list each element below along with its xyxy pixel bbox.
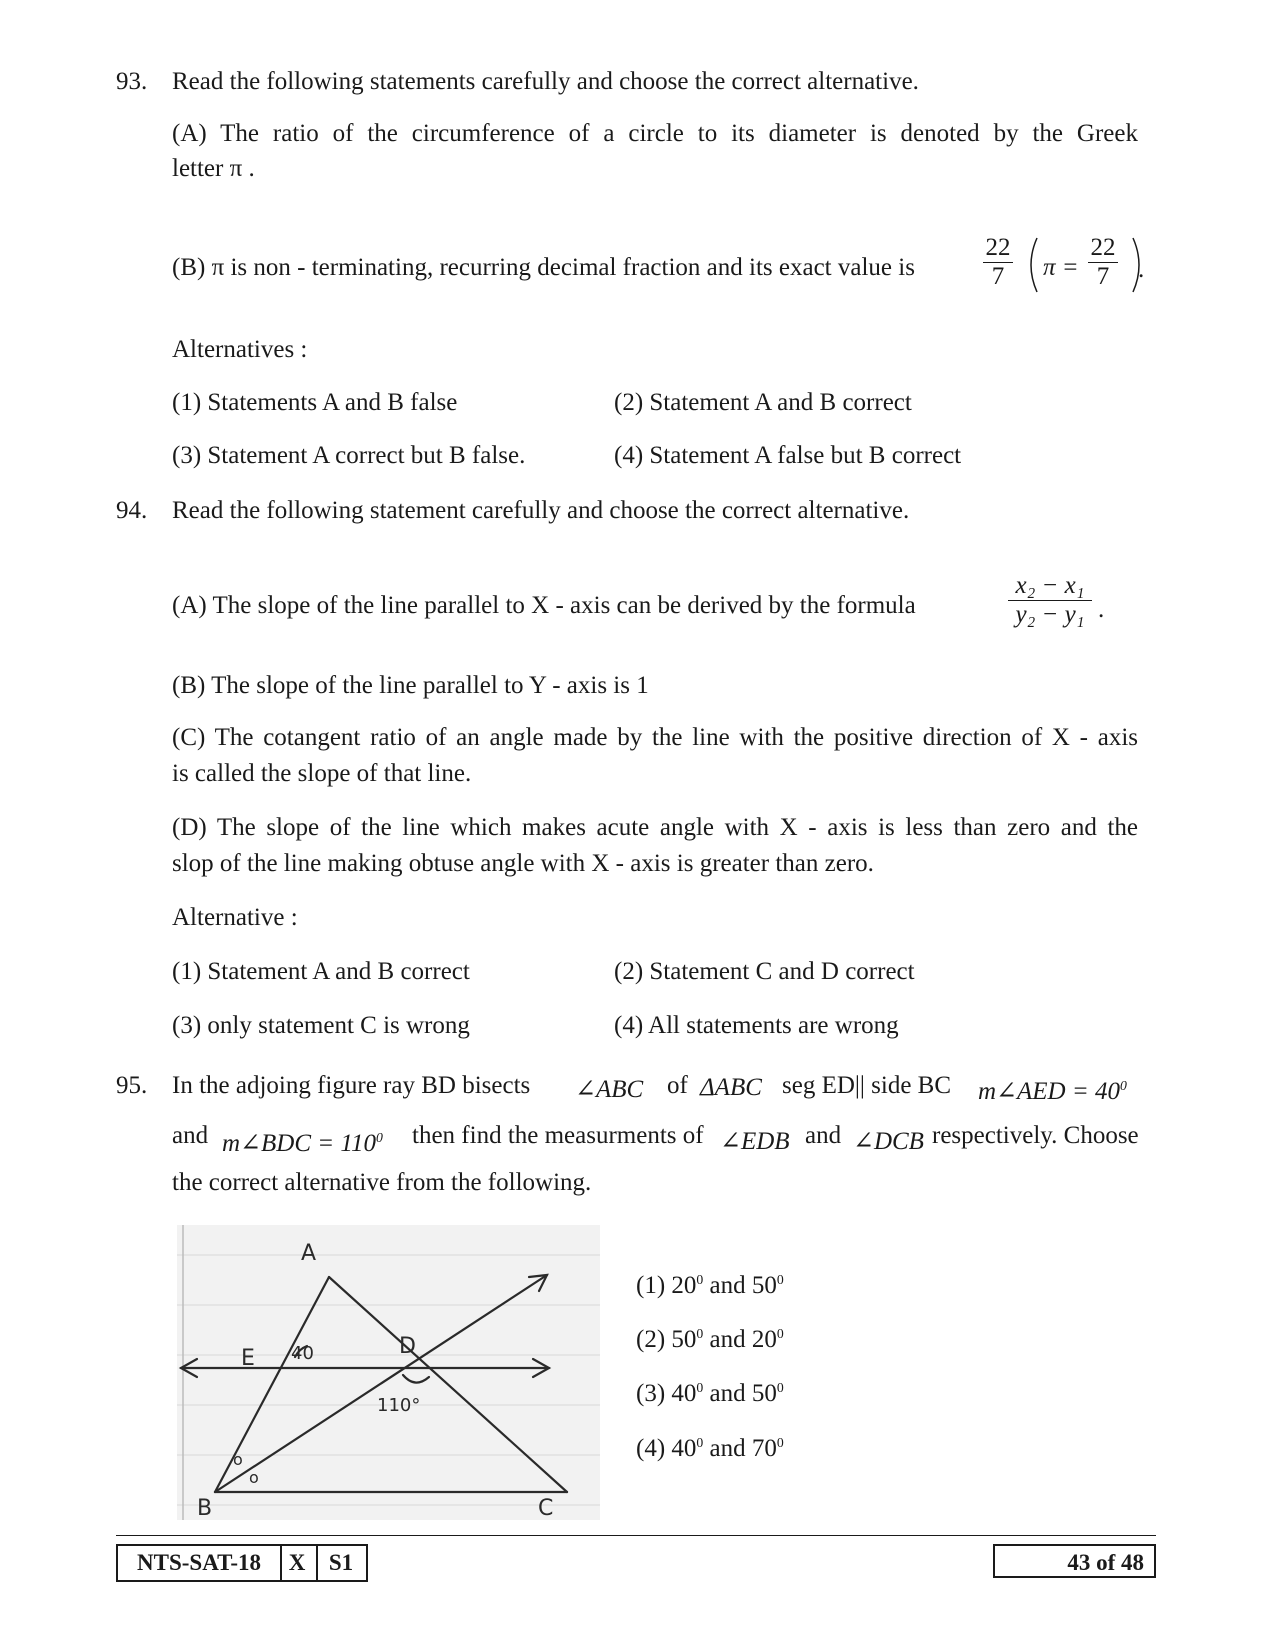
q95-seg-ed: seg ED|| side BC <box>782 1072 952 1099</box>
question-94-stem: Read the following statement carefully and choose the correct alternative. <box>172 497 910 524</box>
q94-option-4: (4) All statements are wrong <box>614 1012 899 1039</box>
q93-fraction-22-7-inner <box>1088 234 1118 291</box>
q93-pi-equals: π = <box>1043 254 1079 281</box>
label-d: D <box>399 1334 416 1359</box>
angle-110-arc <box>403 1375 429 1383</box>
q93-fraction-22-7 <box>983 234 1013 291</box>
fraction-numerator: 22 <box>985 234 1011 261</box>
label-bisect-2: o <box>249 1468 259 1487</box>
q95-figure-svg <box>177 1225 600 1520</box>
label-b: B <box>197 1496 213 1520</box>
q94-statement-b: (B) The slope of the line parallel to Y - axis is 1 <box>172 672 649 699</box>
label-bisect-1: o <box>233 1450 243 1469</box>
q93-option-4: (4) Statement A false but B correct <box>614 442 962 469</box>
q93-statement-b-text: (B) π is non - terminating, recurring decimal fraction and its exact value is <box>172 254 915 281</box>
q94-statement-a-text: (A) The slope of the line parallel to X - axis can be derived by the formula <box>172 592 916 619</box>
q94-alternative-label: Alternative : <box>172 904 298 931</box>
q93-statement-a-line2: letter π . <box>172 155 255 182</box>
q95-option-3: (3) $40^0$ and $50^0$ <box>636 1380 784 1407</box>
q95-and: and <box>172 1122 209 1149</box>
q95-option-2: (2) $50^0$ and $20^0$ <box>636 1326 784 1353</box>
q94-option-3: (3) only statement C is wrong <box>172 1012 470 1039</box>
question-94-number: 94. <box>116 497 148 524</box>
q94-statement-d-line1: (D) The slope of the line which makes acute angle with X - axis is less than zero and the <box>172 814 1138 841</box>
label-angle-40: 40 <box>291 1343 314 1364</box>
q95-angle-edb: ∠EDB <box>720 1128 790 1155</box>
q95-m-bdc-value: m∠BDC = 110 <box>222 1130 377 1157</box>
q94-statement-c-line1: (C) The cotangent ratio of an angle made by the line with the positive direction of X - axis <box>172 724 1138 751</box>
footer-set: S1 <box>316 1544 368 1582</box>
q95-m-aed-value: m∠AED = 40 <box>978 1078 1120 1105</box>
q95-of: of <box>667 1072 688 1099</box>
q93-option-3: (3) Statement A correct but B false. <box>172 442 526 469</box>
left-paren <box>1031 238 1037 292</box>
q94-option-1: (1) Statement A and B correct <box>172 958 470 985</box>
q95-m-aed <box>978 1076 1127 1106</box>
q95-triangle-abc: ΔABC <box>700 1074 762 1101</box>
q95-m-aed-degree: 0 <box>1119 1078 1127 1093</box>
question-93-number: 93. <box>116 68 148 95</box>
side-ac <box>329 1277 567 1492</box>
q95-respectively: respectively. Choose <box>932 1122 1139 1149</box>
label-e: E <box>241 1346 255 1371</box>
q93-option-1: (1) Statements A and B false <box>172 389 458 416</box>
q93-period: . <box>1138 256 1145 283</box>
q95-then-find: then find the measurments of <box>412 1122 704 1149</box>
q93-statement-a-line1: (A) The ratio of the circumference of a circle to its diameter is denoted by the Greek <box>172 120 1138 147</box>
q93-alternatives-label: Alternatives : <box>172 336 308 363</box>
label-c: C <box>538 1496 554 1520</box>
question-93-stem: Read the following statements carefully and choose the correct alternative. <box>172 68 919 95</box>
q95-line1-text: In the adjoing figure ray BD bisects <box>172 1072 531 1099</box>
fraction-numerator: 22 <box>1090 234 1116 261</box>
formula-numerator: x₂ − x₁ <box>1015 572 1085 599</box>
q95-and-2: and <box>805 1122 842 1149</box>
q95-angle-abc: ∠ABC <box>575 1076 644 1103</box>
q95-angle-dcb: ∠DCB <box>853 1128 924 1155</box>
q93-option-2: (2) Statement A and B correct <box>614 389 912 416</box>
ray-bd <box>215 1275 547 1492</box>
footer-rule <box>116 1535 1156 1536</box>
fraction-denominator: 7 <box>983 262 1013 291</box>
q94-period: . <box>1098 596 1105 623</box>
label-angle-110: 110° <box>377 1395 421 1416</box>
q95-line3: the correct alternative from the following. <box>172 1169 592 1196</box>
q94-option-2: (2) Statement C and D correct <box>614 958 915 985</box>
q95-option-4: (4) $40^0$ and $70^0$ <box>636 1435 784 1462</box>
fraction-denominator: 7 <box>1088 262 1118 291</box>
footer-exam-code: NTS-SAT-18 <box>116 1544 282 1582</box>
footer-class: X <box>278 1544 318 1582</box>
q94-statement-d-line2: slop of the line making obtuse angle with X - axis is greater than zero. <box>172 850 874 877</box>
question-95-number: 95. <box>116 1072 148 1099</box>
q94-slope-formula <box>1008 572 1092 629</box>
label-a: A <box>301 1241 317 1266</box>
q95-m-bdc-degree: 0 <box>376 1130 383 1145</box>
q95-m-bdc <box>222 1128 383 1158</box>
q95-option-1: (1) $20^0$ and $50^0$ <box>636 1272 784 1299</box>
q95-geometry-figure <box>177 1225 600 1520</box>
formula-denominator: y₂ − y₁ <box>1008 600 1092 629</box>
footer-page-number: 43 of 48 <box>993 1544 1156 1578</box>
q94-statement-c-line2: is called the slope of that line. <box>172 760 472 787</box>
